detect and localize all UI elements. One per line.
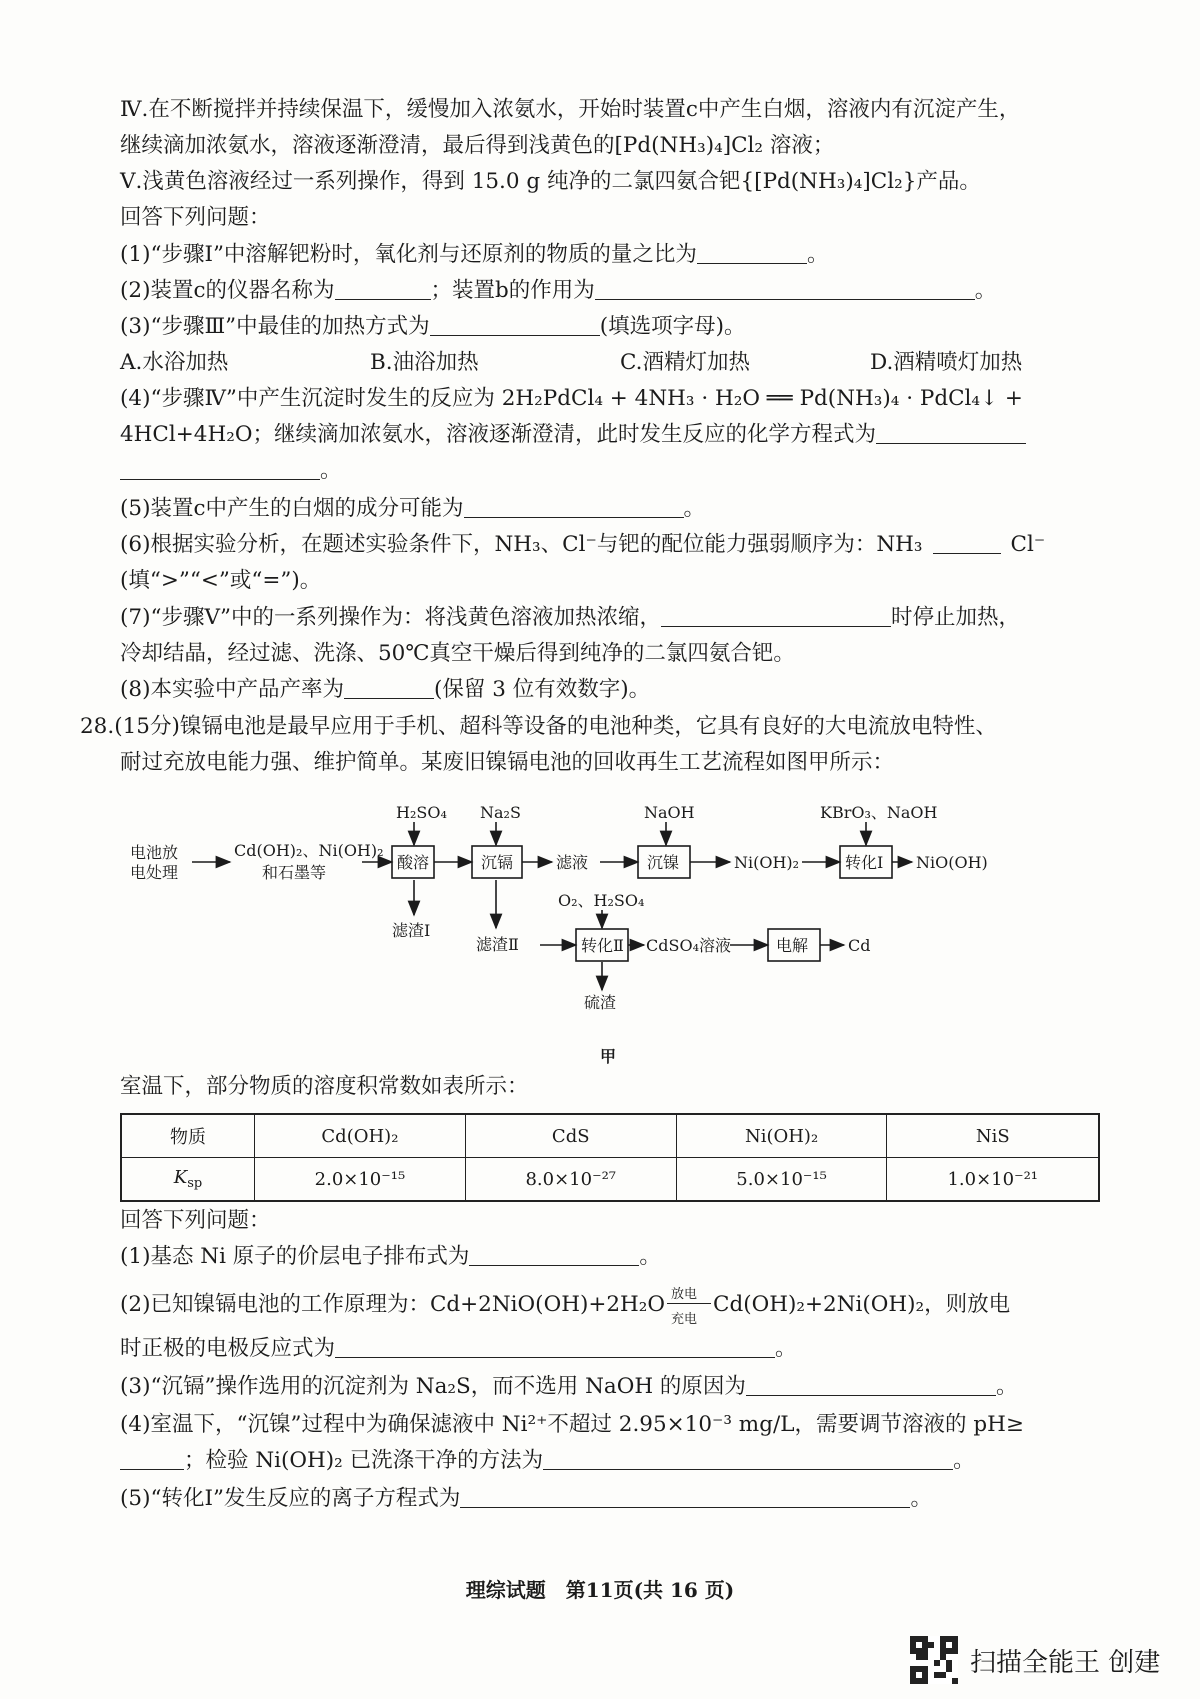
option-b[interactable]: B.油浴加热 — [370, 350, 479, 375]
question-5 — [120, 494, 1120, 524]
q28-3 — [120, 1372, 1120, 1402]
q7-blank[interactable] — [661, 604, 891, 627]
question-6-line-1 — [120, 530, 1120, 560]
flow-cd: Cd — [848, 936, 871, 955]
step-5-line: Ⅴ.浅黄色溶液经过一系列操作，得到 15.0 g 纯净的二氯四氨合钯{[Pd(NH₃)₄]Cl₂}产品。 — [120, 169, 981, 194]
flow-start-1: 电池放 — [130, 843, 179, 862]
q1-end: 。 — [806, 242, 829, 267]
ksp-table — [120, 1113, 1100, 1202]
ksp-intro: 室温下，部分物质的溶度积常数如表所示： — [120, 1074, 529, 1099]
flow-kbro3-naoh: KBrO₃、NaOH — [820, 803, 938, 822]
flow-box-cd: 沉镉 — [481, 853, 514, 872]
problem-28-line-2: 耐过充放电能力强、维护简单。某废旧镍镉电池的回收再生工艺流程如图甲所示： — [120, 750, 895, 775]
flow-sulfur-residue: 硫渣 — [584, 993, 617, 1012]
flow-box-ni: 沉镍 — [647, 853, 680, 872]
flow-na2s: Na₂S — [480, 803, 521, 822]
question-3 — [120, 312, 1120, 342]
table-cell: 5.0×10⁻¹⁵ — [676, 1158, 887, 1202]
question-7-line-2: 冷却结晶，经过滤、洗涤、50℃真空干燥后得到纯净的二氯四氨合钯。 — [120, 641, 795, 666]
table-header: CdS — [465, 1114, 676, 1158]
flow-residue-2: 滤渣Ⅱ — [476, 935, 519, 954]
reversible-arrow — [667, 1287, 711, 1327]
flow-filtrate: 滤液 — [556, 853, 589, 872]
q8-text: (8)本实验中产品产率为 — [120, 677, 344, 702]
arrow-bottom-label: 充电 — [671, 1312, 698, 1327]
q28-1-blank[interactable] — [469, 1243, 639, 1266]
q28-4-line-2 — [120, 1446, 1120, 1476]
step-4-line-1: Ⅳ.在不断搅拌并持续保温下，缓慢加入浓氨水，开始时装置c中产生白烟，溶液内有沉淀产生， — [120, 97, 1021, 122]
table-cell: 2.0×10⁻¹⁵ — [255, 1158, 466, 1202]
flow-naoh: NaOH — [644, 803, 695, 822]
question-7-line-1 — [120, 603, 1120, 633]
flow-cdso4: CdSO₄溶液 — [646, 936, 731, 955]
option-a[interactable]: A.水浴加热 — [120, 350, 229, 375]
flow-residue-1: 滤渣Ⅰ — [392, 921, 431, 940]
q28-3-end: 。 — [995, 1374, 1018, 1399]
q5-text: (5)装置c中产生的白烟的成分可能为 — [120, 496, 464, 521]
flow-mixture-2: 和石墨等 — [262, 863, 327, 882]
q28-2-text-3: 时正极的电极反应式为 — [120, 1336, 336, 1361]
q28-1-text: (1)基态 Ni 原子的价层电子排布式为 — [120, 1244, 470, 1269]
q4-end: 。 — [320, 458, 342, 483]
q2-text-2: ；装置b的作用为 — [430, 278, 595, 303]
ksp-sub: sp — [187, 1176, 203, 1191]
q6-blank[interactable] — [933, 531, 1001, 554]
q1-blank[interactable] — [697, 241, 807, 264]
question-4-line-2 — [120, 420, 1120, 450]
question-4-line-3 — [120, 456, 1120, 486]
flow-box-electrolysis: 电解 — [776, 936, 809, 955]
ksp-k: K — [173, 1167, 188, 1188]
question-8 — [120, 675, 1120, 705]
q3-blank[interactable] — [430, 313, 600, 336]
q7-text: (7)“步骤Ⅴ”中的一系列操作为：将浅黄色溶液加热浓缩， — [120, 605, 661, 630]
q28-5-blank[interactable] — [460, 1485, 910, 1508]
flow-o2-h2so4: O₂、H₂SO₄ — [558, 891, 645, 910]
q6-cl: Cl⁻ — [1010, 532, 1046, 557]
question-6-line-2: (填“>”“<”或“=”)。 — [120, 568, 322, 593]
table-row — [121, 1158, 1099, 1202]
q4-text: 4HCl+4H₂O；继续滴加浓氨水，溶液逐渐澄清，此时发生反应的化学方程式为 — [120, 422, 876, 447]
q28-2-text-2: Cd(OH)₂+2Ni(OH)₂，则放电 — [713, 1292, 1011, 1317]
option-c[interactable]: C.酒精灯加热 — [620, 350, 751, 375]
flow-mixture-1: Cd(OH)₂、Ni(OH)₂ — [234, 841, 384, 860]
q4-blank-2[interactable] — [120, 457, 320, 480]
q7-text-2: 时停止加热， — [890, 605, 1020, 630]
table-cell: 1.0×10⁻²¹ — [887, 1158, 1099, 1202]
q28-1 — [120, 1242, 1120, 1272]
answer-intro: 回答下列问题： — [120, 205, 271, 230]
step-4-line-2: 继续滴加浓氨水，溶液逐渐澄清，最后得到浅黄色的[Pd(NH₃)₄]Cl₂ 溶液； — [120, 133, 835, 158]
question-1 — [120, 240, 1120, 270]
flow-box-t1: 转化Ⅰ — [845, 853, 884, 872]
page-footer: 理综试题 第11页(共 16 页) — [465, 1578, 735, 1602]
table-header: NiS — [887, 1114, 1099, 1158]
q28-4-end: 。 — [953, 1448, 975, 1473]
q3-end: (填选项字母)。 — [599, 314, 746, 339]
qr-code-icon — [910, 1636, 958, 1684]
arrow-top-label: 放电 — [671, 1287, 698, 1302]
q28-2-line-1 — [120, 1287, 1120, 1327]
q28-3-blank[interactable] — [746, 1373, 996, 1396]
ksp-label — [121, 1158, 255, 1202]
q8-end: (保留 3 位有效数字)。 — [433, 677, 651, 702]
problem-28-line-1: 28.(15分)镍镉电池是最早应用于手机、超科等设备的电池种类，它具有良好的大电流放电特性、 — [80, 714, 997, 739]
scanner-watermark — [910, 1636, 1160, 1684]
q8-blank[interactable] — [344, 676, 434, 699]
watermark-text: 扫描全能王 创建 — [970, 1647, 1161, 1678]
q28-5 — [120, 1484, 1120, 1514]
flow-box-acid: 酸溶 — [397, 853, 430, 872]
table-header: 物质 — [121, 1114, 255, 1158]
q6-text: (6)根据实验分析，在题述实验条件下，NH₃、Cl⁻与钯的配位能力强弱顺序为：NH₃ — [120, 532, 923, 557]
q5-end: 。 — [683, 496, 706, 521]
flow-box-t2: 转化Ⅱ — [581, 936, 624, 955]
flow-start-2: 电处理 — [130, 863, 179, 882]
q28-2-text: (2)已知镍镉电池的工作原理为：Cd+2NiO(OH)+2H₂O — [120, 1292, 666, 1317]
q28-4-blank-1[interactable] — [120, 1447, 184, 1470]
question-2 — [120, 276, 1120, 306]
question-4-line-1: (4)“步骤Ⅳ”中产生沉淀时发生的反应为 2H₂PdCl₄ + 4NH₃ · H₂O ══ Pd(NH₃)₄ · PdCl₄↓ + — [120, 386, 1023, 411]
q2-text: (2)装置c的仪器名称为 — [120, 278, 335, 303]
flow-h2so4: H₂SO₄ — [396, 803, 447, 822]
q28-3-text: (3)“沉镉”操作选用的沉淀剂为 Na₂S，而不选用 NaOH 的原因为 — [120, 1374, 746, 1399]
process-flow-diagram — [130, 800, 1110, 1040]
table-cell: 8.0×10⁻²⁷ — [465, 1158, 676, 1202]
table-header-row — [121, 1114, 1099, 1158]
q28-4-text: ；检验 Ni(OH)₂ 已洗涤干净的方法为 — [184, 1448, 544, 1473]
question-3-options — [120, 348, 1120, 378]
flow-nio-oh: NiO(OH) — [916, 853, 988, 872]
q28-2-blank[interactable] — [335, 1335, 775, 1358]
q2-end: 。 — [974, 278, 997, 303]
q3-text: (3)“步骤Ⅲ”中最佳的加热方式为 — [120, 314, 430, 339]
q1-text: (1)“步骤Ⅰ”中溶解钯粉时，氧化剂与还原剂的物质的量之比为 — [120, 242, 697, 267]
q4-blank-1[interactable] — [876, 421, 1026, 444]
q28-5-end: 。 — [910, 1486, 932, 1511]
table-header: Cd(OH)₂ — [255, 1114, 466, 1158]
flow-nioh2: Ni(OH)₂ — [734, 853, 800, 872]
option-d[interactable]: D.酒精喷灯加热 — [870, 350, 1023, 375]
q2-blank-1[interactable] — [335, 277, 431, 300]
arrow-line — [667, 1303, 711, 1304]
q28-4-blank-2[interactable] — [543, 1447, 953, 1470]
q2-blank-2[interactable] — [595, 277, 975, 300]
figure-caption: 甲 — [600, 1047, 617, 1066]
q28-5-text: (5)“转化Ⅰ”发生反应的离子方程式为 — [120, 1486, 461, 1511]
q28-1-end: 。 — [639, 1244, 661, 1269]
q5-blank[interactable] — [464, 495, 684, 518]
questions-intro-28: 回答下列问题： — [120, 1208, 271, 1233]
q28-2-end: 。 — [775, 1336, 797, 1361]
q28-4-line-1: (4)室温下，“沉镍”过程中为确保滤液中 Ni²⁺不超过 2.95×10⁻³ mg/L，需要调节溶液的 pH≥ — [120, 1412, 1024, 1437]
q28-2-line-2 — [120, 1334, 1120, 1364]
table-header: Ni(OH)₂ — [676, 1114, 887, 1158]
